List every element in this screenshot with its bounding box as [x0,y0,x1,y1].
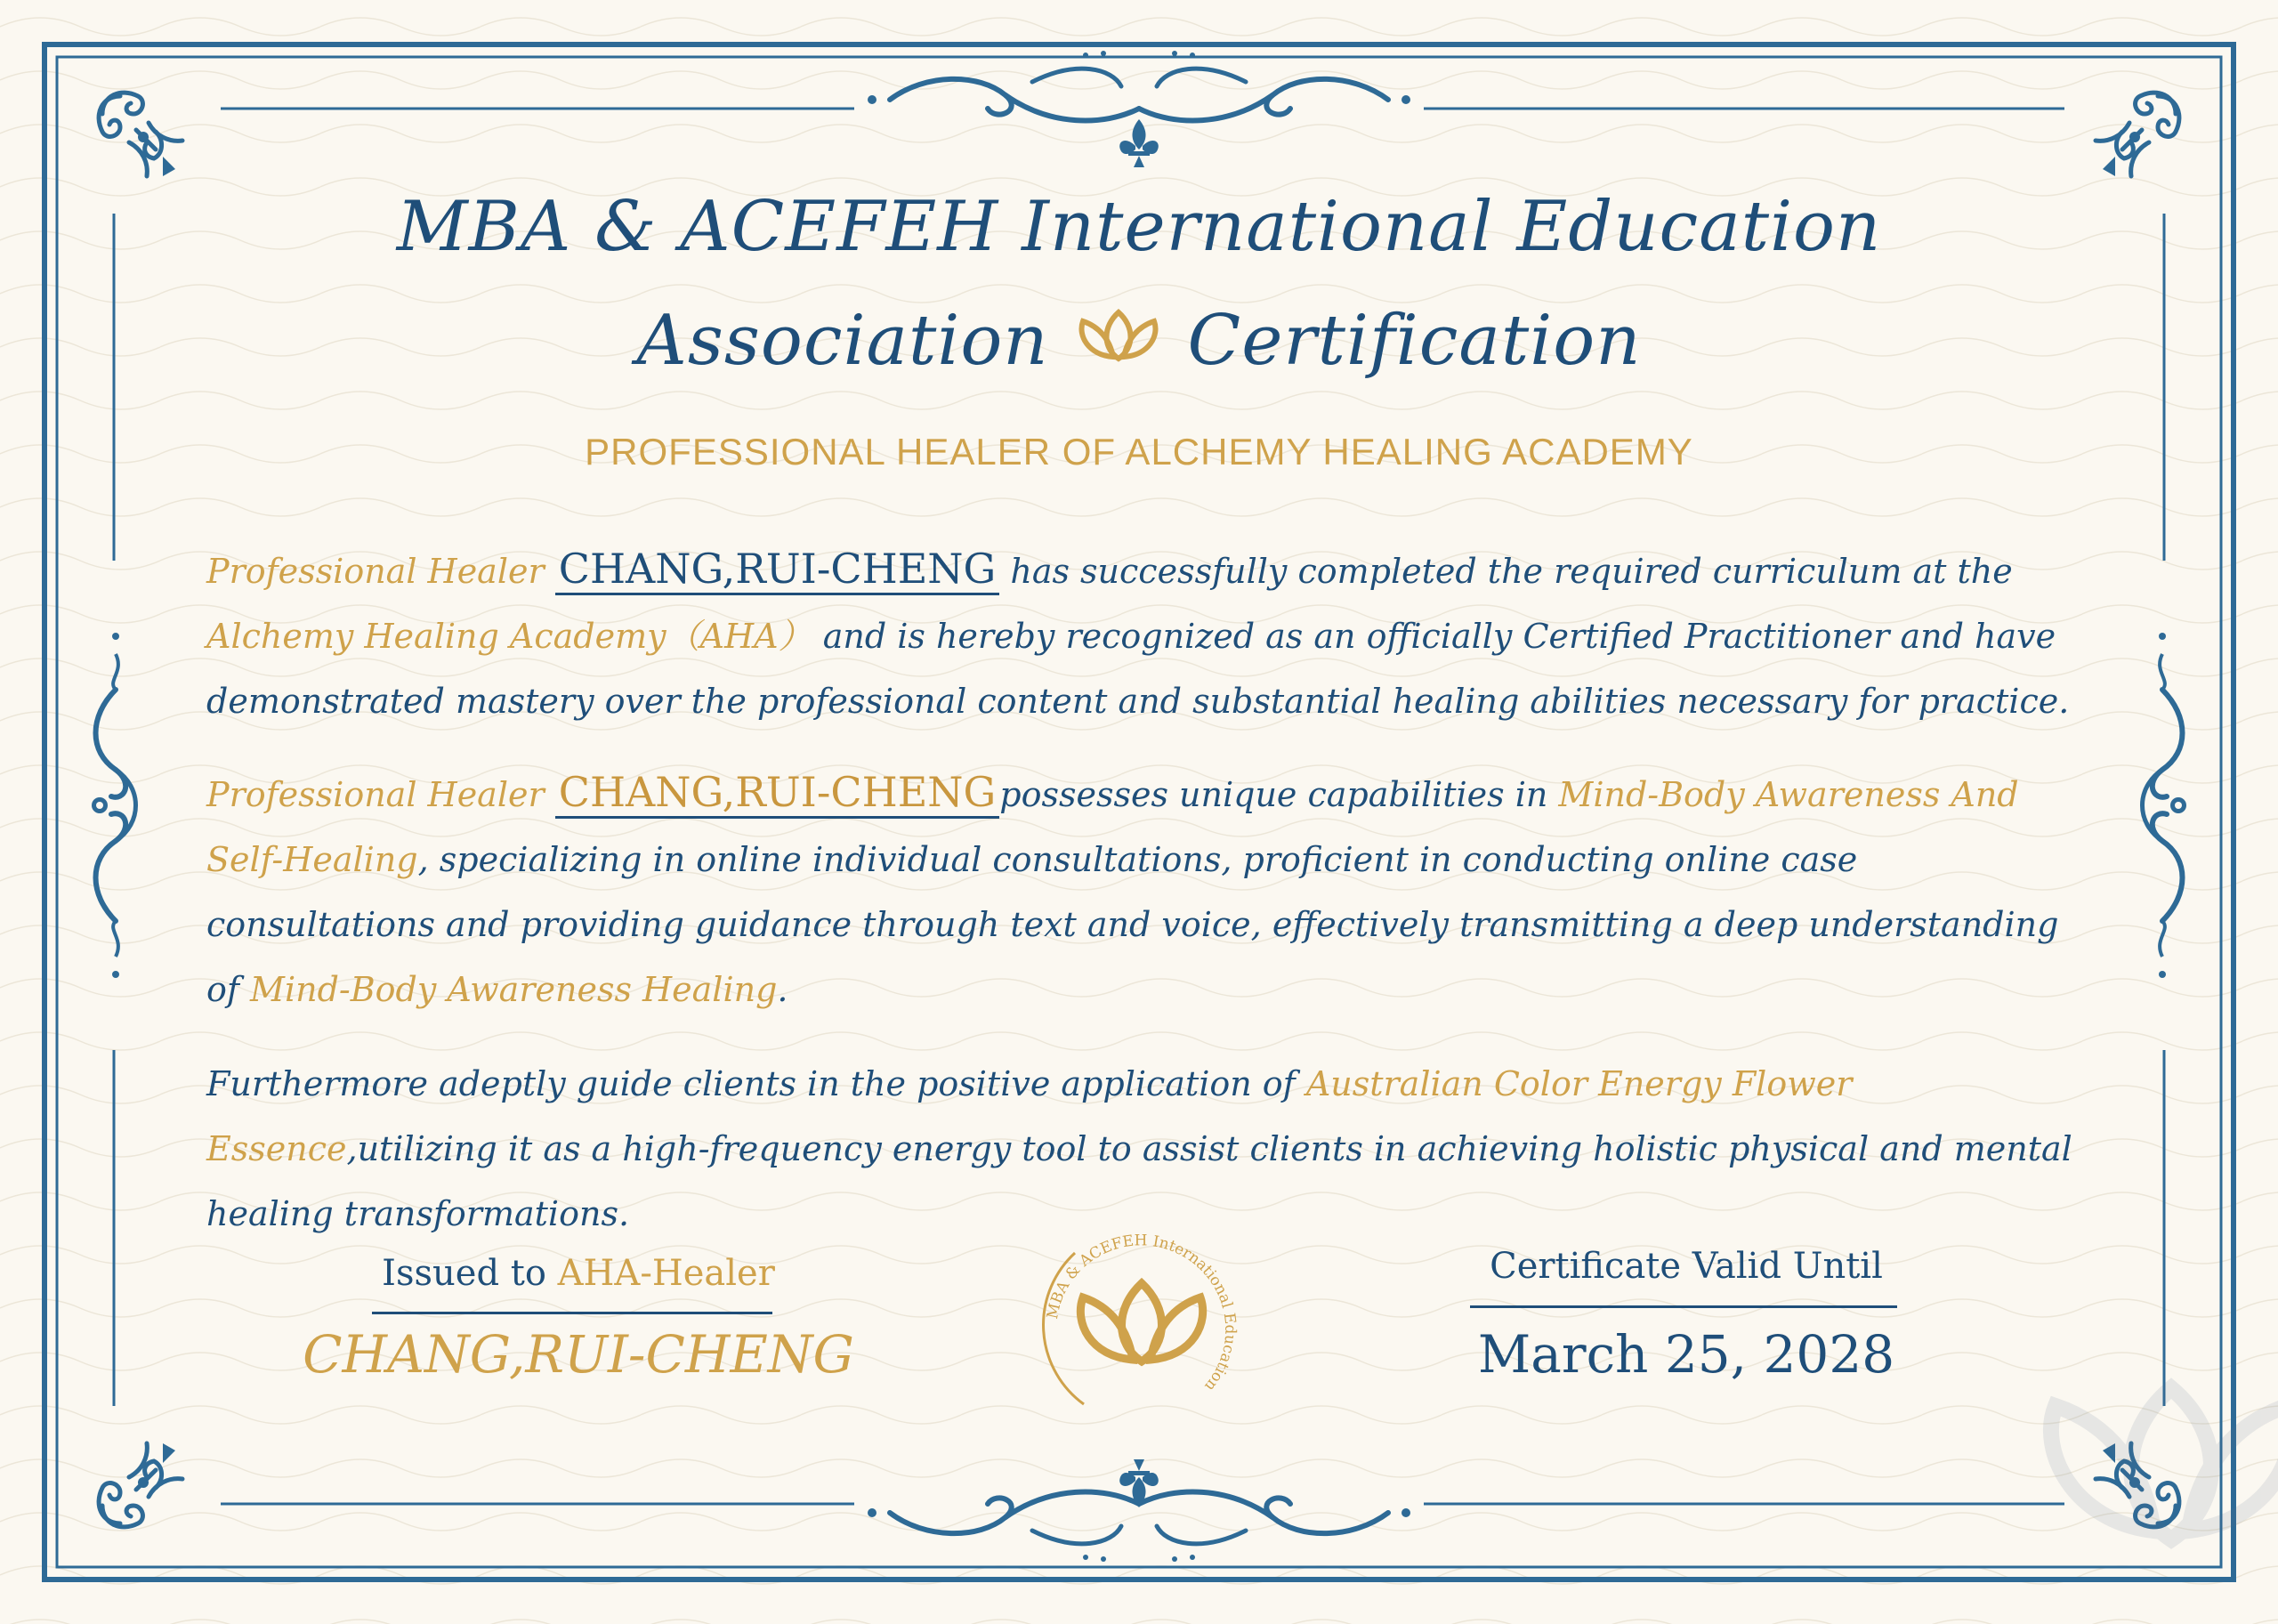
title-certification: Certification [1187,301,1642,381]
capabilities-text-b: , specializing in online individual consultations, proficient in conducting online case consultations and providing guidance through text and voice, effectively transmitting a deep understanding of [206,840,2059,1009]
essence-text-b: ,utilizing it as a high-frequency energy tool to assist clients in achieving holistic physical and mental healing transformations. [206,1129,2072,1233]
issued-title: AHA-Healer [557,1253,775,1294]
healer-role: Professional Healer [206,775,545,814]
academy-name: Alchemy Healing Academy（AHA） [206,617,812,656]
lotus-icon [1074,306,1163,368]
healer-name: CHANG,RUI-CHENG [555,545,1000,595]
validity-label: Certificate Valid Until [1490,1246,1883,1287]
association-seal [1022,1200,1262,1440]
title-association: Association [636,301,1049,381]
capabilities-text-c: . [777,970,788,1009]
validity-date: March 25, 2028 [1477,1324,1895,1385]
issued-name: CHANG,RUI-CHENG [303,1324,854,1385]
paragraph-completion [206,537,2075,734]
validity-divider [1470,1305,1897,1308]
certificate-title-line1: MBA & ACEFEH International Education [396,187,1882,267]
issued-label: Issued to [382,1253,546,1294]
seal-lotus-icon [1080,1283,1202,1361]
healer-name: CHANG,RUI-CHENG [555,768,1000,819]
specialty: Mind-Body Awareness And Self-Healing [206,775,2019,879]
paragraph-capabilities [206,760,2075,1022]
issued-to-label [338,1253,819,1294]
certificate-subtitle: PROFESSIONAL HEALER OF ALCHEMY HEALING ACADEMY [585,431,1693,473]
issued-divider [372,1312,772,1314]
seal-text-path: MBA & ACEFEH International Education [1043,1232,1240,1395]
specialty-2: Mind-Body Awareness Healing [250,970,778,1009]
completion-text-b: and is hereby recognized as an officially Certified Practitioner and have demonstrated mastery over the professional content and substantial healing abilities necessary for practice. [206,617,2070,721]
essence-text-a: Furthermore adeptly guide clients in the positive application of [206,1064,1306,1103]
certificate-title-line2 [0,301,2278,381]
product-name: Australian Color Energy Flower Essence [206,1064,1853,1168]
capabilities-text-a: possesses unique capabilities in [999,775,1559,814]
completion-text-a: has successfully completed the required curriculum at the [999,552,2013,591]
healer-role: Professional Healer [206,552,545,591]
